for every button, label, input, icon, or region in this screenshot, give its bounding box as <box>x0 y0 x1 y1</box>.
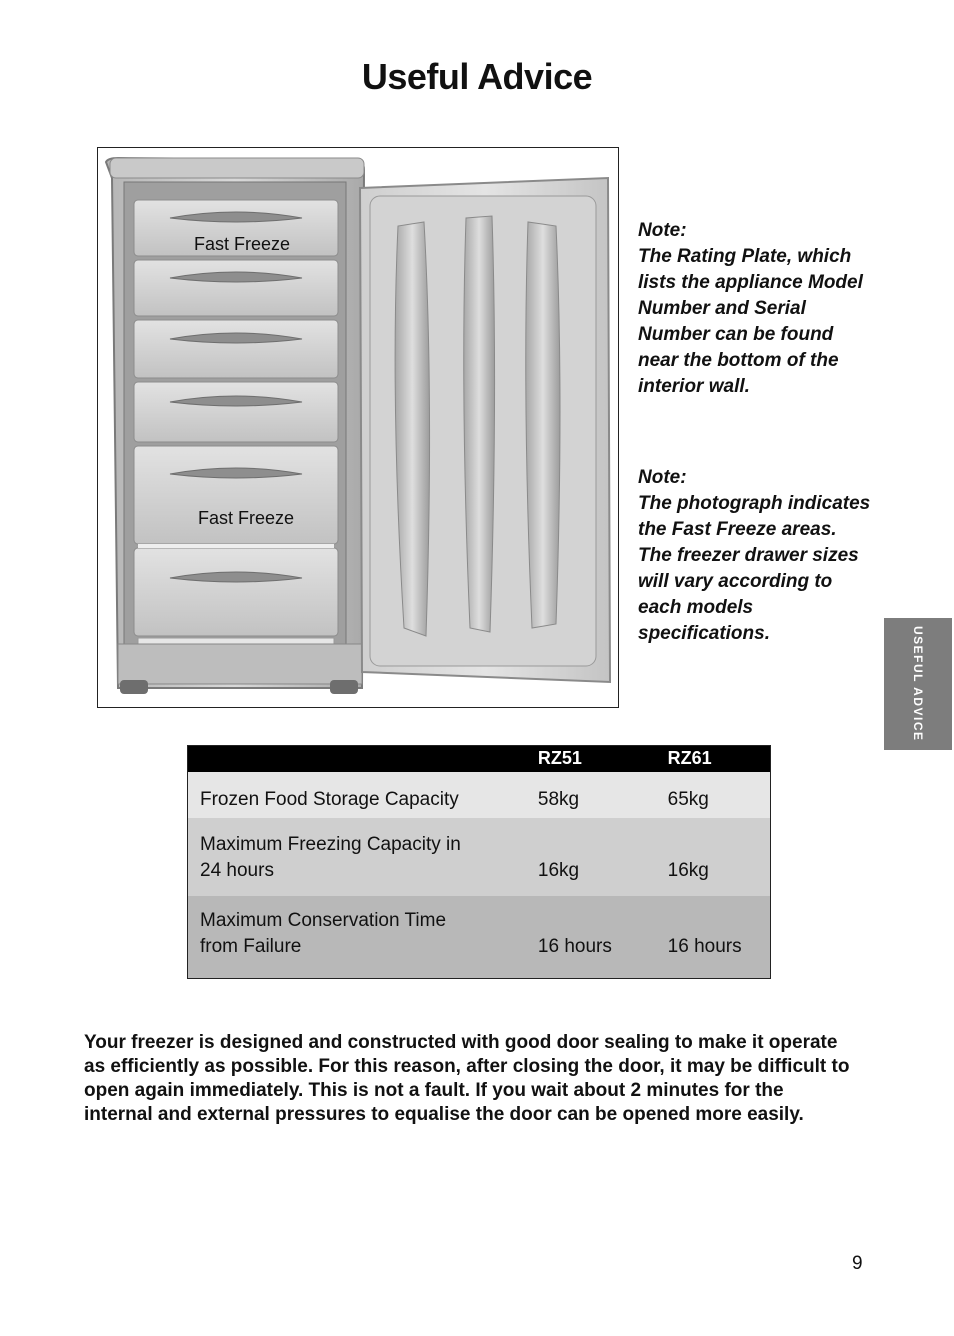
table-cell: 58kg <box>526 772 656 818</box>
table-cell: Maximum Conservation Time from Failure <box>188 896 526 979</box>
table-cell: 16kg <box>656 818 771 896</box>
table-header: RZ51 <box>526 746 656 772</box>
table-row <box>188 896 771 979</box>
note-heading: Note: <box>638 220 687 241</box>
table-row <box>188 772 771 818</box>
table-header <box>188 746 526 772</box>
table-header: RZ61 <box>656 746 771 772</box>
freezer-photo <box>97 147 619 708</box>
section-tab-label: USEFUL ADVICE <box>911 626 925 742</box>
fast-freeze-label-top: Fast Freeze <box>194 234 291 254</box>
freezer-illustration <box>98 148 618 707</box>
table-cell: Maximum Freezing Capacity in 24 hours <box>188 818 526 896</box>
note-heading: Note: <box>638 467 687 488</box>
fast-freeze-label-bottom: Fast Freeze <box>198 508 295 528</box>
door-sealing-paragraph: Your freezer is designed and constructed with good door sealing to make it operate as efficiently as possible. For this reason, after closing the door, it may be difficult to open again immediately. This is not a fault. If you wait about 2 minutes for the internal and external pressures to equalise the door can be opened more easily. <box>84 1032 850 1125</box>
table-cell: Frozen Food Storage Capacity <box>188 772 526 818</box>
table-cell: 65kg <box>656 772 771 818</box>
page-title: Useful Advice <box>361 56 593 97</box>
note-rating-plate <box>638 218 878 400</box>
table-row <box>188 818 771 896</box>
capacity-table <box>187 745 771 979</box>
note-body: The photograph indicates the Fast Freeze areas. The freezer drawer sizes will vary according to each models specifications. <box>638 493 871 644</box>
table-cell: 16 hours <box>526 896 656 979</box>
freezer-drawers <box>134 200 338 644</box>
note-body: The Rating Plate, which lists the appliance Model Number and Serial Number can be found near the bottom of the interior wall. <box>638 246 863 397</box>
table-header-row <box>188 746 771 772</box>
table-cell: 16kg <box>526 818 656 896</box>
section-tab <box>884 618 952 750</box>
table-cell: 16 hours <box>656 896 771 979</box>
note-fast-freeze <box>638 465 874 647</box>
page-number: 9 <box>852 1253 863 1274</box>
freezer-door <box>360 178 610 682</box>
